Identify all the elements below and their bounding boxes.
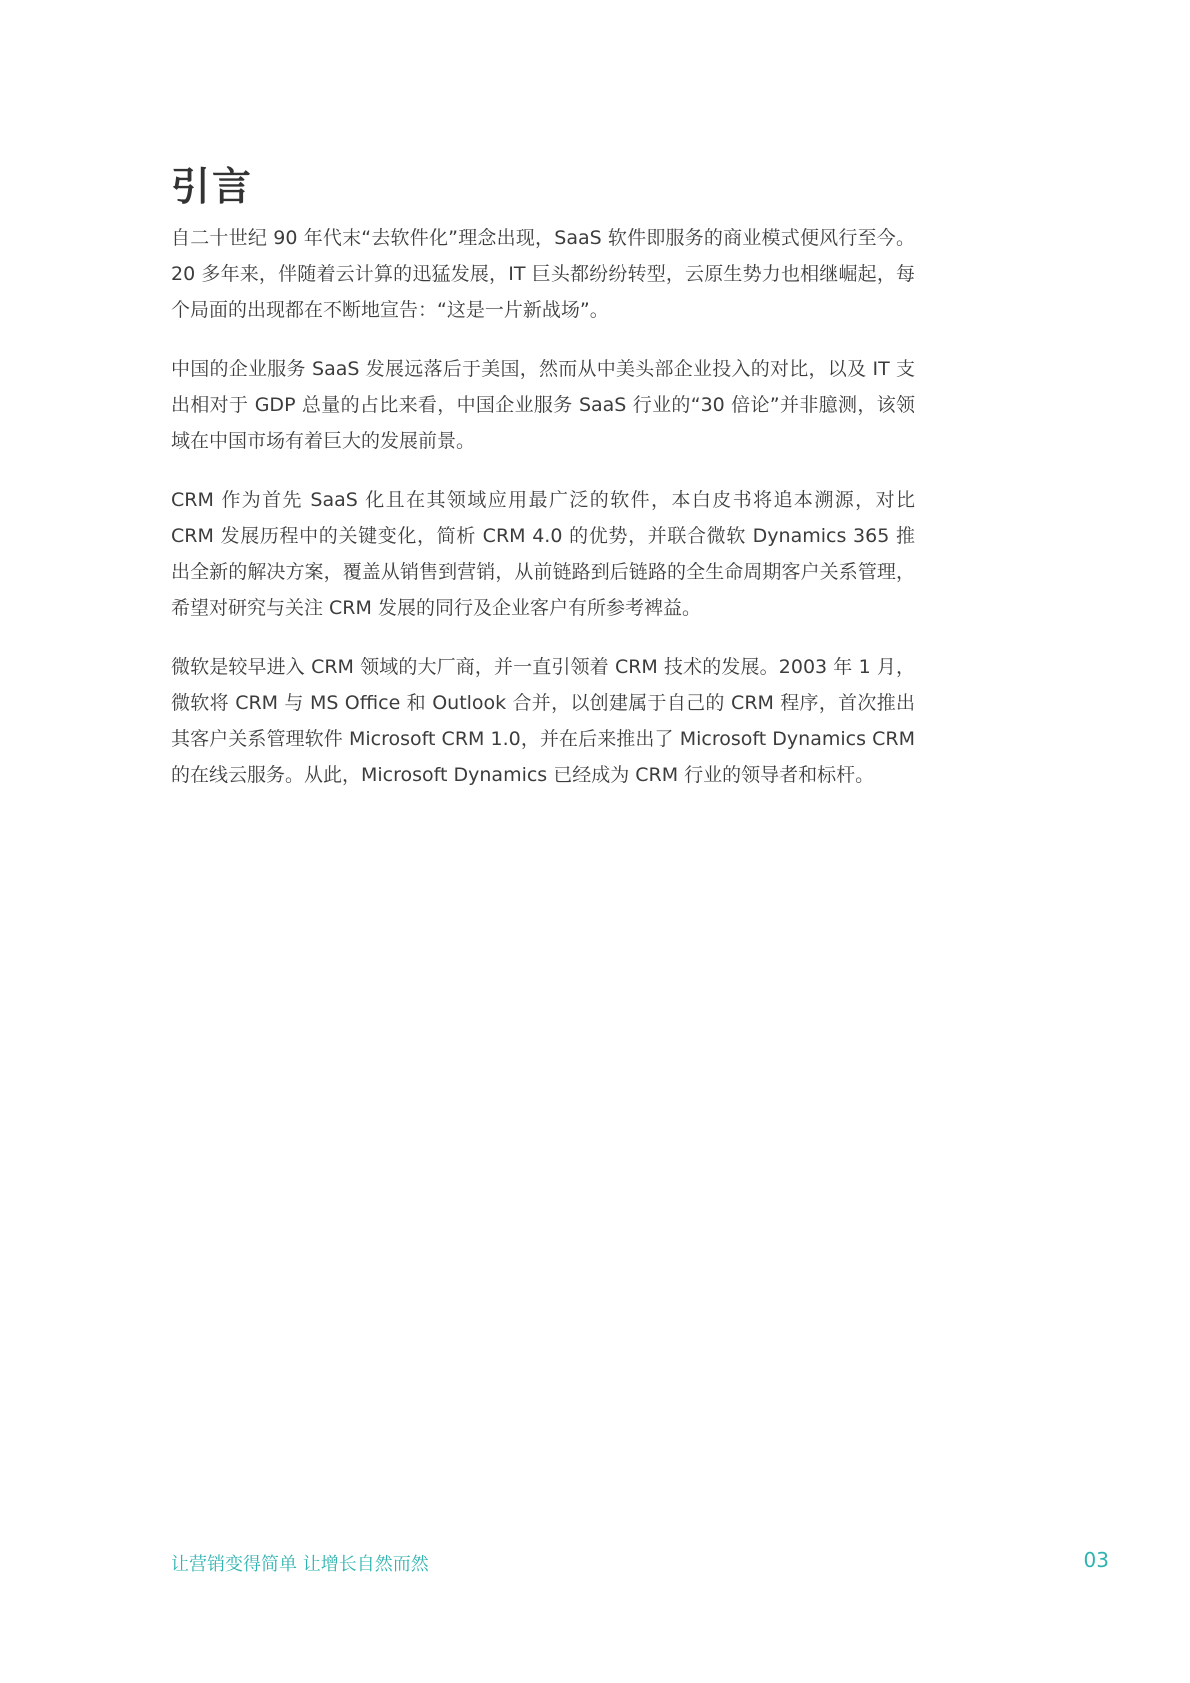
- paragraph-china-saas: 中国的企业服务 SaaS 发展远落后于美国，然而从中美头部企业投入的对比，以及 IT 支出相对于 GDP 总量的占比来看，中国企业服务 SaaS 行业的“30 倍论”并非臆测，该领域在中国市场有着巨大的发展前景。: [171, 358, 915, 452]
- paragraph-crm-whitepaper: CRM 作为首先 SaaS 化且在其领域应用最广泛的软件，本白皮书将追本溯源，对比 CRM 发展历程中的关键变化，简析 CRM 4.0 的优势，并联合微软 Dynamics 365 推出全新的解决方案，覆盖从销售到营销，从前链路到后链路的全生命周期客户关系管理，希望对研究与关注 CRM 发展的同行及企业客户有所参考裨益。: [171, 489, 915, 619]
- paragraph-microsoft-crm: 微软是较早进入 CRM 领域的大厂商，并一直引领着 CRM 技术的发展。2003 年 1 月，微软将 CRM 与 MS Office 和 Outlook 合并，以创建属于自己的 CRM 程序，首次推出其客户关系管理软件 Microsoft CRM 1.0，并在后来推出了 Microsoft Dynamics CRM 的在线云服务。从此，Microsoft Dynamics 已经成为 CRM 行业的领导者和标杆。: [171, 656, 915, 786]
- footer-slogan: 让营销变得简单 让增长自然而然: [171, 1554, 429, 1575]
- paragraph-intro: 自二十世纪 90 年代末“去软件化”理念出现，SaaS 软件即服务的商业模式便风行至今。20 多年来，伴随着云计算的迅猛发展，IT 巨头都纷纷转型，云原生势力也相继崛起，每个局面的出现都在不断地宣告：“这是一片新战场”。: [171, 227, 915, 321]
- main-content: [171, 162, 915, 816]
- page-title: 引言: [171, 165, 254, 210]
- page-number: 03: [1083, 1548, 1109, 1572]
